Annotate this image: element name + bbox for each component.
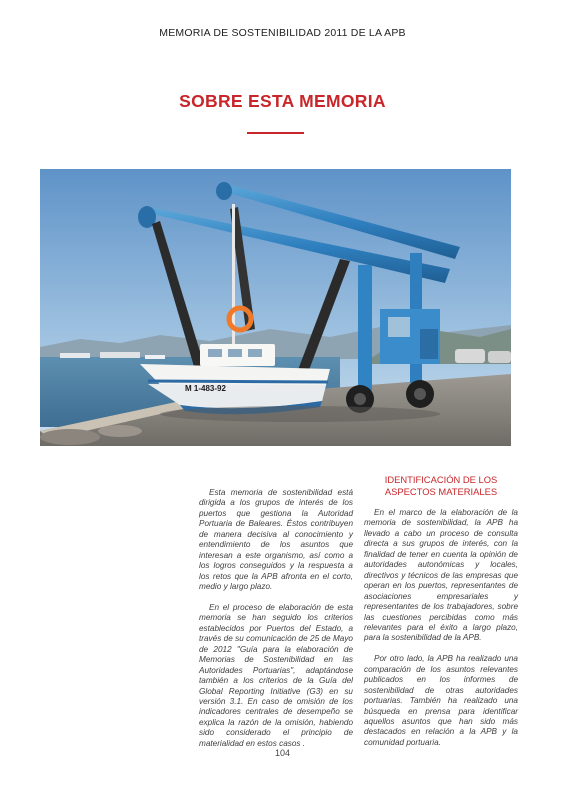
left-paragraph: En el proceso de elaboración de esta memoria se han seguido los criterios establecidos por Puertos del Estado, a través de su comunicación de 25 de Mayo de 2012 "Guía para la elaboración de Memorias de Sostenibilidad en las Autoridades Portuarias", adaptándose también a los criterios de la Guía del Global Reporting Initiative (G3) en su versión 3.1. En caso de omisión de los indicadores centrales de desempeño se explica la razón de la omisión, habiendo sido considerado el principio de materialidad en estos casos . (199, 602, 353, 748)
right-paragraph: Por otro lado, la APB ha realizado una comparación de los asuntos relevantes publicados en los informes de sostenibilidad de otras autoridades portuarias. También ha realizado una búsqueda en prensa para identificar aquellos asuntos que han sido más destacados en relación a la APB y la comunidad portuaria. (364, 654, 518, 747)
page-title: SOBRE ESTA MEMORIA (179, 91, 386, 111)
title-underline (247, 132, 304, 134)
left-paragraph: Esta memoria de sostenibilidad está dirigida a los grupos de interés de los puertos que gestiona la Autoridad Portuaria de Baleares. Éstos contribuyen de manera decisiva al conocimiento y entendimiento de los asuntos que interesan a este organismo, así como a los logros conseguidos y la respuesta a los retos que la APB afronta en el corto, medio y largo plazo. (199, 488, 353, 592)
section-heading: IDENTIFICACIÓN DE LOS ASPECTOS MATERIALES (384, 474, 498, 497)
running-header: MEMORIA DE SOSTENIBILIDAD 2011 DE LA APB (159, 27, 406, 39)
boat-lift-photo (40, 169, 511, 446)
right-paragraph: En el marco de la elaboración de la memoria de sostenibilidad, la APB ha llevado a cabo un proceso de consulta directa a sus grupos de interés, con la finalidad de tener en cuenta la opinión de autoridades autonómicas y locales, directivos y técnicos de las empresas que operan en los puertos, representantes de asociaciones empresariales y representantes de los trabajadores, sobre las cuestiones percibidas como más relevantes para el éxito a largo plazo, para la sostenibilidad de la APB. (364, 508, 518, 643)
right-column (364, 508, 518, 759)
boat-registration: M 1-483-92 (185, 384, 226, 393)
left-column (199, 488, 353, 760)
page-number: 104 (274, 748, 291, 758)
